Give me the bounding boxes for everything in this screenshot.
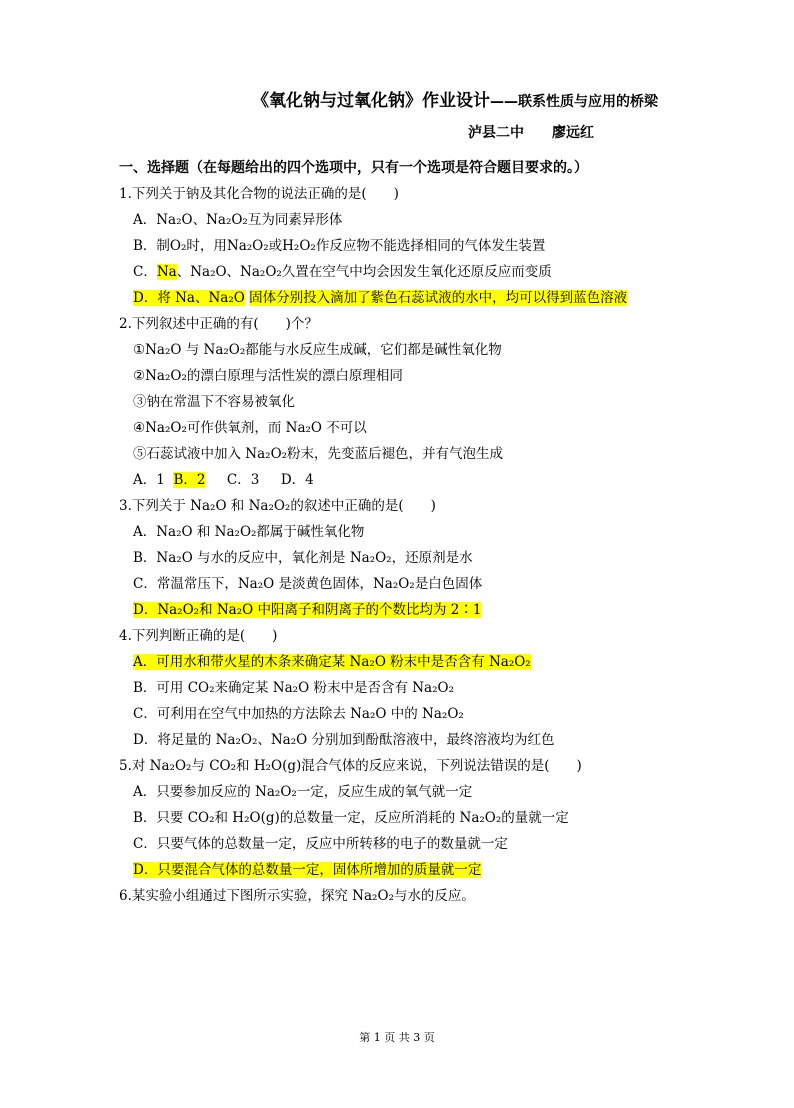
q3-option-d [133,600,481,620]
section-heading: 一、选择题（在每题给出的四个选项中，只有一个选项是符合题目要求的。） [119,160,588,176]
q5-option-a: A．只要参加反应的 Na₂O₂一定，反应生成的氧气就一定 [133,784,473,800]
author-line [468,122,594,142]
q4-option-a [133,652,531,672]
q3-option-b: B．Na₂O 与水的反应中，氧化剂是 Na₂O₂，还原剂是水 [133,550,473,566]
q4-option-b: B．可用 CO₂来确定某 Na₂O 粉末中是否含有 Na₂O₂ [133,680,454,696]
q2-statement-1: ①Na₂O 与 Na₂O₂都能与水反应生成碱，它们都是碱性氧化物 [133,342,502,358]
question-2-stem: 2.下列叙述中正确的有( )个？ [119,316,318,332]
q5-option-c: C．只要气体的总数量一定，反应中所转移的电子的数量就一定 [133,836,508,852]
q2-statement-4: ④Na₂O₂可作供氧剂，而 Na₂O 不可以 [133,420,367,436]
page-footer: 第 1 页 共 3 页 [359,1031,435,1044]
q1-d-highlight-2: 固体分别投入滴加了紫色石蕊试液的水中，均可以得到蓝色溶液 [249,290,628,306]
q4-a-highlight: A．可用水和带火星的木条来确定某 Na₂O 粉末中是否含有 Na₂O₂ [133,654,531,670]
q3-d-highlight: D．Na₂O₂和 Na₂O 中阳离子和阴离子的个数比均为 2∶1 [133,602,482,618]
q1-option-b: B．制O₂时，用Na₂O₂或H₂O₂作反应物不能选择相同的气体发生装置 [133,238,546,254]
q1-option-d [133,288,627,308]
q2-option-b: B．2 [173,472,206,488]
title-main: 《氧化钠与过氧化钠》作业设计 [252,91,490,111]
q2-statement-3: ③钠在常温下不容易被氧化 [133,394,295,410]
document-title [0,86,794,111]
question-4-stem: 4.下列判断正确的是( ) [119,628,278,644]
q5-d-highlight: D．只要混合气体的总数量一定，固体所增加的质量就一定 [133,862,482,878]
q3-option-c: C．常温常压下，Na₂O 是淡黄色固体，Na₂O₂是白色固体 [133,576,483,592]
q2-option-c: C．3 [226,472,260,488]
q5-option-d [133,860,481,880]
q1-c-text: 、Na₂O、Na₂O₂久置在空气中均会因发生氧化还原反应而变质 [176,264,552,280]
q2-options [133,470,314,490]
q2-option-d: D．4 [280,472,314,488]
q5-option-b: B．只要 CO₂和 H₂O(g)的总数量一定，反应所消耗的 Na₂O₂的量就一定 [133,810,569,826]
question-5-stem: 5.对 Na₂O₂与 CO₂和 H₂O(g)混合气体的反应来说，下列说法错误的是( ) [119,758,582,774]
title-subtitle: ——联系性质与应用的桥梁 [490,94,658,110]
q1-c-prefix: C． [133,264,157,280]
q2-statement-5: ⑤石蕊试液中加入 Na₂O₂粉末，先变蓝后褪色，并有气泡生成 [133,446,504,462]
q1-option-c [133,262,552,282]
q2-option-a: A．1 [133,472,165,488]
school-name: 泸县二中 [468,125,524,141]
q4-option-d: D．将足量的 Na₂O₂、Na₂O 分别加到酚酞溶液中，最终溶液均为红色 [133,732,555,748]
q1-option-a: A．Na₂O、Na₂O₂互为同素异形体 [133,212,343,228]
q2-statement-2: ②Na₂O₂的漂白原理与活性炭的漂白原理相同 [133,368,403,384]
question-3-stem: 3.下列关于 Na₂O 和 Na₂O₂的叙述中正确的是( ) [119,498,436,514]
q4-option-c: C．可利用在空气中加热的方法除去 Na₂O 中的 Na₂O₂ [133,706,464,722]
question-1-stem: 1.下列关于钠及其化合物的说法正确的是( ) [119,186,399,202]
author-name: 廖远红 [552,125,594,141]
q1-d-highlight-1: D．将 Na、Na₂O [133,290,245,306]
q3-option-a: A．Na₂O 和 Na₂O₂都属于碱性氧化物 [133,524,365,540]
q1-c-highlight: Na [156,264,177,280]
question-6-stem: 6.某实验小组通过下图所示实验，探究 Na₂O₂与水的反应。 [119,888,475,904]
